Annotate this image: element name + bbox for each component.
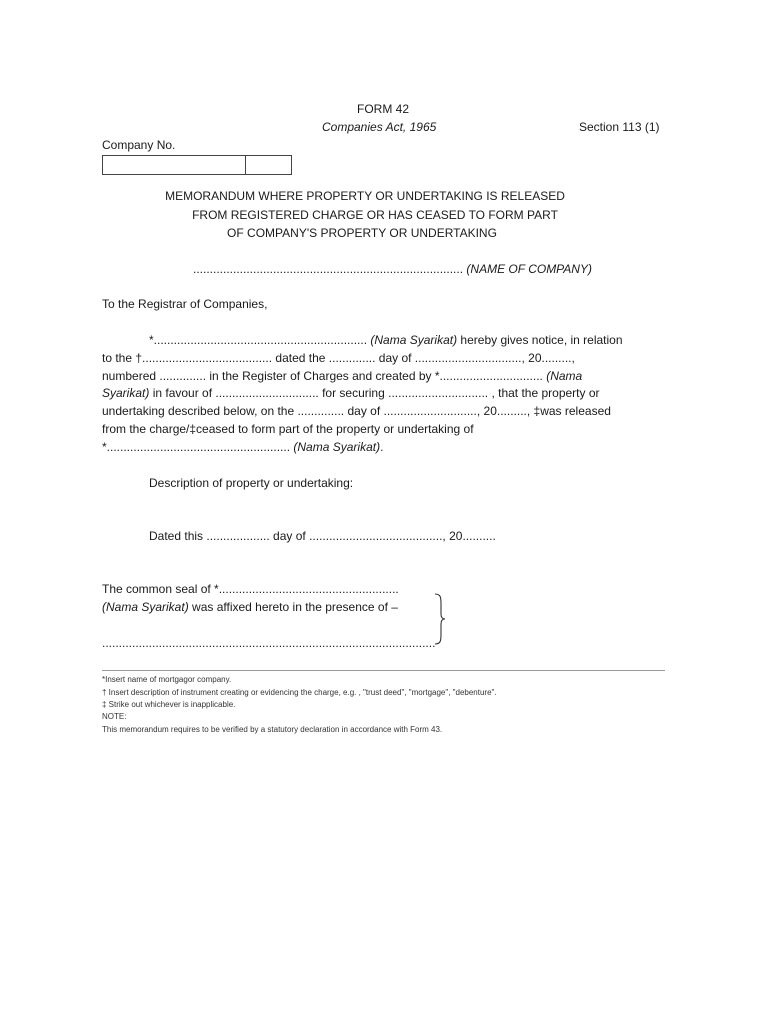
seal-line-3: .................................................................................................... bbox=[102, 636, 436, 650]
nama-syarikat-2a: (Nama bbox=[546, 369, 583, 383]
footnote-note-text: This memorandum requires to be verified by a statutory declaration in accordance with Form 43. bbox=[102, 725, 443, 734]
name-of-company-dots: ................................................................................. bbox=[193, 262, 464, 276]
notice-blank-company-2: *....................................................... bbox=[102, 440, 291, 454]
notice-line-6: from the charge/‡ceased to form part of the property or undertaking of bbox=[102, 422, 474, 436]
company-no-field[interactable] bbox=[102, 155, 246, 175]
company-no-suffix-field[interactable] bbox=[245, 155, 292, 175]
nama-syarikat-2b: Syarikat) bbox=[102, 386, 150, 400]
name-of-company-label: (NAME OF COMPANY) bbox=[466, 262, 592, 276]
right-brace-icon bbox=[432, 592, 448, 646]
nama-syarikat-4: (Nama Syarikat) bbox=[102, 600, 189, 614]
notice-line-7 bbox=[102, 440, 383, 455]
seal-text: was affixed hereto in the presence of – bbox=[188, 600, 398, 614]
act-title: Companies Act, 1965 bbox=[322, 120, 437, 134]
notice-text-3: numbered .............. in the Register of Charges and created by *............................... bbox=[102, 369, 543, 383]
notice-line-3 bbox=[102, 369, 582, 384]
notice-line-5: undertaking described below, on the .............. day of ............................, 20........., ‡was released bbox=[102, 404, 611, 418]
footnote-note-label: NOTE: bbox=[102, 712, 127, 721]
notice-text-4: in favour of ............................... for securing .............................. , that the property or bbox=[152, 386, 600, 400]
footnote-3: ‡ Strike out whichever is inapplicable. bbox=[102, 700, 236, 709]
section-reference: Section 113 (1) bbox=[579, 120, 660, 134]
seal-line-1: The common seal of *...................................................... bbox=[102, 582, 399, 596]
memo-title-line-1: MEMORANDUM WHERE PROPERTY OR UNDERTAKING IS RELEASED bbox=[165, 189, 565, 203]
notice-text-1: hereby gives notice, in relation bbox=[460, 333, 623, 347]
footnote-2: † Insert description of instrument creating or evidencing the charge, e.g. , "trust deed", "mortgage", "debenture". bbox=[102, 688, 497, 697]
notice-blank-company: *................................................................ bbox=[149, 333, 368, 347]
dated-line: Dated this ................... day of ........................................, 20.......... bbox=[149, 529, 496, 543]
seal-line-2 bbox=[102, 600, 398, 615]
notice-period: . bbox=[380, 440, 384, 454]
notice-line-1 bbox=[149, 333, 623, 348]
notice-line-4 bbox=[102, 386, 600, 401]
name-of-company-line bbox=[193, 262, 592, 277]
nama-syarikat-1: (Nama Syarikat) bbox=[370, 333, 458, 347]
footnote-1: *Insert name of mortgagor company. bbox=[102, 675, 232, 684]
memo-title-line-2: FROM REGISTERED CHARGE OR HAS CEASED TO FORM PART bbox=[192, 208, 558, 222]
memo-title-line-3: OF COMPANY'S PROPERTY OR UNDERTAKING bbox=[227, 226, 497, 240]
nama-syarikat-3: (Nama Syarikat) bbox=[293, 440, 381, 454]
description-label: Description of property or undertaking: bbox=[149, 476, 354, 490]
company-no-label: Company No. bbox=[102, 138, 176, 152]
form-number: FORM 42 bbox=[357, 102, 410, 116]
addressee: To the Registrar of Companies, bbox=[102, 297, 268, 311]
footnote-divider bbox=[102, 670, 665, 671]
notice-line-2: to the †....................................... dated the .............. day of ................................, 20........., bbox=[102, 351, 575, 365]
